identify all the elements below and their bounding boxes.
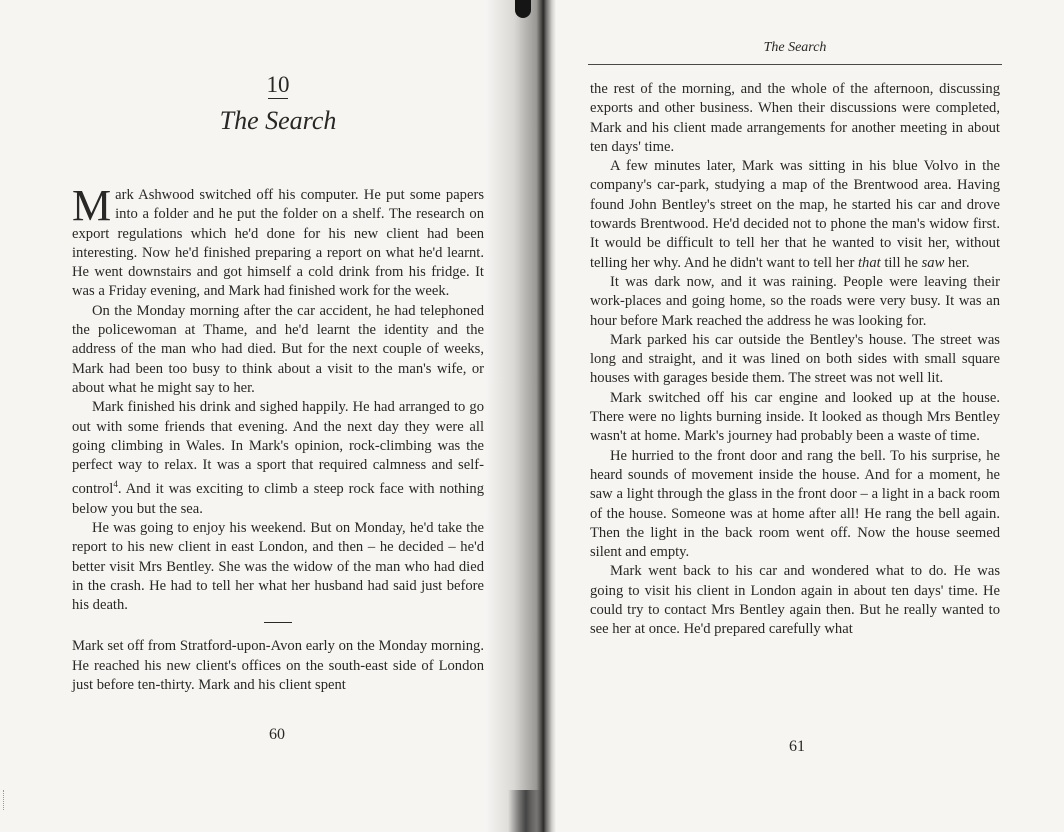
paragraph: Mark parked his car outside the Bentley's house. The street was long and straight, and it was lined on both sides with small square houses with garages beside them. The street was not well lit. [590,331,1000,387]
paragraph: Mark went back to his car and wondered what to do. He was going to visit his client in London again in about ten days' time. He could try to contact Mrs Bentley again then. But he really wanted to see her at once. He'd prepared carefully what [590,563,1000,638]
chapter-title: The Search [219,106,337,135]
page-edge-marks [3,790,6,810]
paragraph: On the Monday morning after the car accident, he had telephoned the policewoman at Thame, and he'd learnt the identity and the address of the man who had died. But for the next couple of weeks, Mark had been too busy to think about a visit to the man's wife, or about what he might say to her. [72,302,484,396]
paragraph-text: . And it was exciting to climb a steep rock face with nothing below you but the sea. [72,481,484,517]
paragraph: He hurried to the front door and rang the bell. To his surprise, he heard sounds of movement inside the house. And for a moment, he saw a light through the glass in the front door – a light in a back room of the house. Someone was at home after all! He rang the bell again. Then the light in the back room went off. Now the house seemed silent and empty. [590,447,1000,561]
paragraph-text: till he [880,254,922,271]
paragraph-text: Mark finished his drink and sighed happily. He had arranged to go out with some friends that evening. And the next day they were all going climbing in Wales. In Mark's opinion, rock-climbing was the perfect way to relax. It was a sport that required calmness and self-control [72,399,484,498]
paragraph-text: ark Ashwood switched off his computer. He put some papers into a folder and he put the folder on a shelf. The research on export regulations which he'd done for his new client had been interesting. Now he'd finished preparing a report on what he'd learnt. He went downstairs and got himself a cold drink from his fridge. It was a Friday evening, and Mark had finished work for the week. [72,187,484,300]
drop-cap: M [72,181,112,230]
left-page [0,0,520,832]
gutter-shadow [508,790,544,832]
paragraph [72,181,484,302]
paragraph: the rest of the morning, and the whole of the afternoon, discussing exports and other business. When their discussions were completed, Mark and his client made arrangements for another meeting in about ten days' time. [590,81,1000,155]
page-number-right: 61 [789,738,805,755]
running-head-rule [588,64,1002,65]
paragraph: Mark set off from Stratford-upon-Avon early on the Monday morning. He reached his new client's offices on the south-east side of London just before ten-thirty. Mark and his client spent [72,638,484,693]
page-number-left: 60 [269,726,285,743]
footnote-marker: 4 [113,479,118,490]
paragraph-text: A few minutes later, Mark was sitting in his blue Volvo in the company's car-park, studying a map of the Brentwood area. Having found John Bentley's street on the map, he started his car and drove towards Brentwood. He'd decided not to phone the man's widow first. It would be difficult to tell her that he wanted to visit her, without telling her why. And he didn't want to tell her [590,158,1000,271]
running-head: The Search [763,40,827,55]
section-break-rule [264,622,292,623]
paragraph-text: her. [944,254,970,271]
left-page-text [72,181,484,695]
chapter-number: 10 [266,72,290,97]
emphasis: that [857,254,881,271]
paragraph [590,157,1000,273]
paragraph: It was dark now, and it was raining. People were leaving their work-places and going home, so the roads were very busy. It was an hour before Mark reached the address he was looking for. [590,273,1000,329]
book-gutter [486,0,556,832]
paragraph [72,398,484,519]
chapter-number-rule [268,98,288,99]
paragraph: He was going to enjoy his weekend. But on Monday, he'd take the report to his new client in east London, and then – he decided – he'd better visit Mrs Bentley. She was the widow of the man who had died in the crash. He had to tell her what her husband had said just before his death. [72,519,484,614]
right-page-text [590,80,1000,640]
paragraph: Mark switched off his car engine and looked up at the house. There were no lights burning inside. It looked as though Mrs Bentley wasn't at home. Mark's journey had probably been a waste of time. [590,389,1000,445]
emphasis: saw [921,254,945,271]
gutter-notch [515,0,531,18]
